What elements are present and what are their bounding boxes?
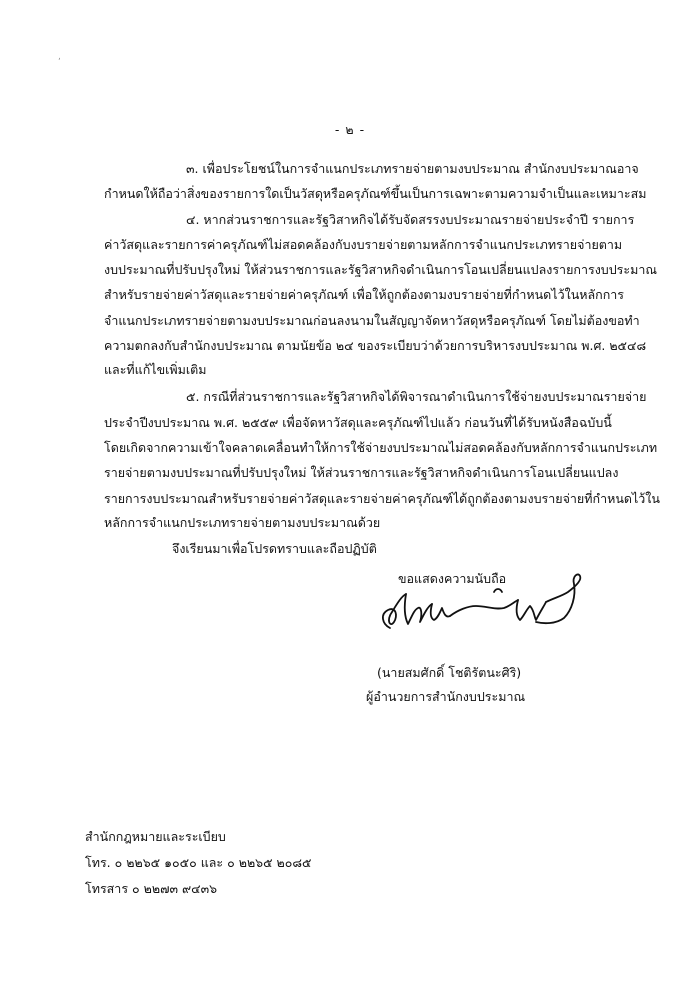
footer-fax: โทรสาร ๐ ๒๒๗๓ ๙๔๓๖ xyxy=(85,881,218,896)
signer-name: (นายสมศักดิ์ โชติรัตนะศิริ) xyxy=(377,665,522,680)
para5-line2: ประจำปีงบประมาณ พ.ศ. ๒๕๕๙ เพื่อจัดหาวัสดุและครุภัณฑ์ไปแล้ว ก่อนวันที่ได้รับหนังสือฉบับนี้ xyxy=(104,415,612,430)
para5-line5: รายการงบประมาณสำหรับรายจ่ายค่าวัสดุและรายจ่ายค่าครุภัณฑ์ได้ถูกต้องตามงบรายจ่ายที่กำหนดไว้ใน xyxy=(104,491,660,506)
para4-line4: สำหรับรายจ่ายค่าวัสดุและรายจ่ายค่าครุภัณฑ์ เพื่อให้ถูกต้องตามงบรายจ่ายที่กำหนดไว้ในหลักการ xyxy=(104,287,625,302)
signer-title: ผู้อำนวยการสำนักงบประมาณ xyxy=(366,689,526,704)
para4-line6: ความตกลงกับสำนักงบประมาณ ตามนัยข้อ ๒๔ ของระเบียบว่าด้วยการบริหารงบประมาณ พ.ศ. ๒๕๔๘ xyxy=(104,338,647,353)
handwritten-signature xyxy=(368,566,598,636)
para4-line2: ค่าวัสดุและรายการค่าครุภัณฑ์ไม่สอดคล้องกับงบรายจ่ายตามหลักการจำแนกประเภทรายจ่ายตาม xyxy=(104,237,623,252)
valediction: ขอแสดงความนับถือ xyxy=(398,571,507,586)
para4-line1: ๔. หากส่วนราชการและรัฐวิสาหกิจได้รับจัดสรรงบประมาณรายจ่ายประจำปี รายการ xyxy=(186,212,635,227)
footer-phone: โทร. ๐ ๒๒๖๕ ๑๐๕๐ และ ๐ ๒๒๖๕ ๒๐๘๕ xyxy=(85,855,312,870)
para4-line7: และที่แก้ไขเพิ่มเติม xyxy=(104,362,207,377)
para5-line6: หลักการจำแนกประเภทรายจ่ายตามงบประมาณด้วย xyxy=(104,515,381,530)
footer-office: สำนักกฎหมายและระเบียบ xyxy=(85,829,226,844)
para3-line2: กำหนดให้ถือว่าสิ่งของรายการใดเป็นวัสดุหรือครุภัณฑ์ขึ้นเป็นการเฉพาะตามความจำเป็นและเหมาะสม xyxy=(104,186,647,201)
para5-line4: รายจ่ายตามงบประมาณที่ปรับปรุงใหม่ ให้ส่วนราชการและรัฐวิสาหกิจดำเนินการโอนเปลี่ยนแปลง xyxy=(104,465,619,480)
closing-line: จึงเรียนมาเพื่อโปรดทราบและถือปฏิบัติ xyxy=(172,541,377,556)
page-number: - ๒ - xyxy=(334,122,366,137)
para4-line3: งบประมาณที่ปรับปรุงใหม่ ให้ส่วนราชการและรัฐวิสาหกิจดำเนินการโอนเปลี่ยนแปลงรายการงบประมาณ xyxy=(104,262,657,277)
para3-line1: ๓. เพื่อประโยชน์ในการจำแนกประเภทรายจ่ายตามงบประมาณ สำนักงบประมาณอาจ xyxy=(186,161,639,176)
para5-line1: ๕. กรณีที่ส่วนราชการและรัฐวิสาหกิจได้พิจารณาดำเนินการใช้จ่ายงบประมาณรายจ่าย xyxy=(186,389,647,404)
scan-mark: , xyxy=(58,52,61,62)
para5-line3: โดยเกิดจากความเข้าใจคลาดเคลื่อนทำให้การใช้จ่ายงบประมาณไม่สอดคล้องกับหลักการจำแนกประเภท xyxy=(104,440,658,455)
para4-line5: จำแนกประเภทรายจ่ายตามงบประมาณก่อนลงนามในสัญญาจัดหาวัสดุหรือครุภัณฑ์ โดยไม่ต้องขอทำ xyxy=(104,313,640,328)
